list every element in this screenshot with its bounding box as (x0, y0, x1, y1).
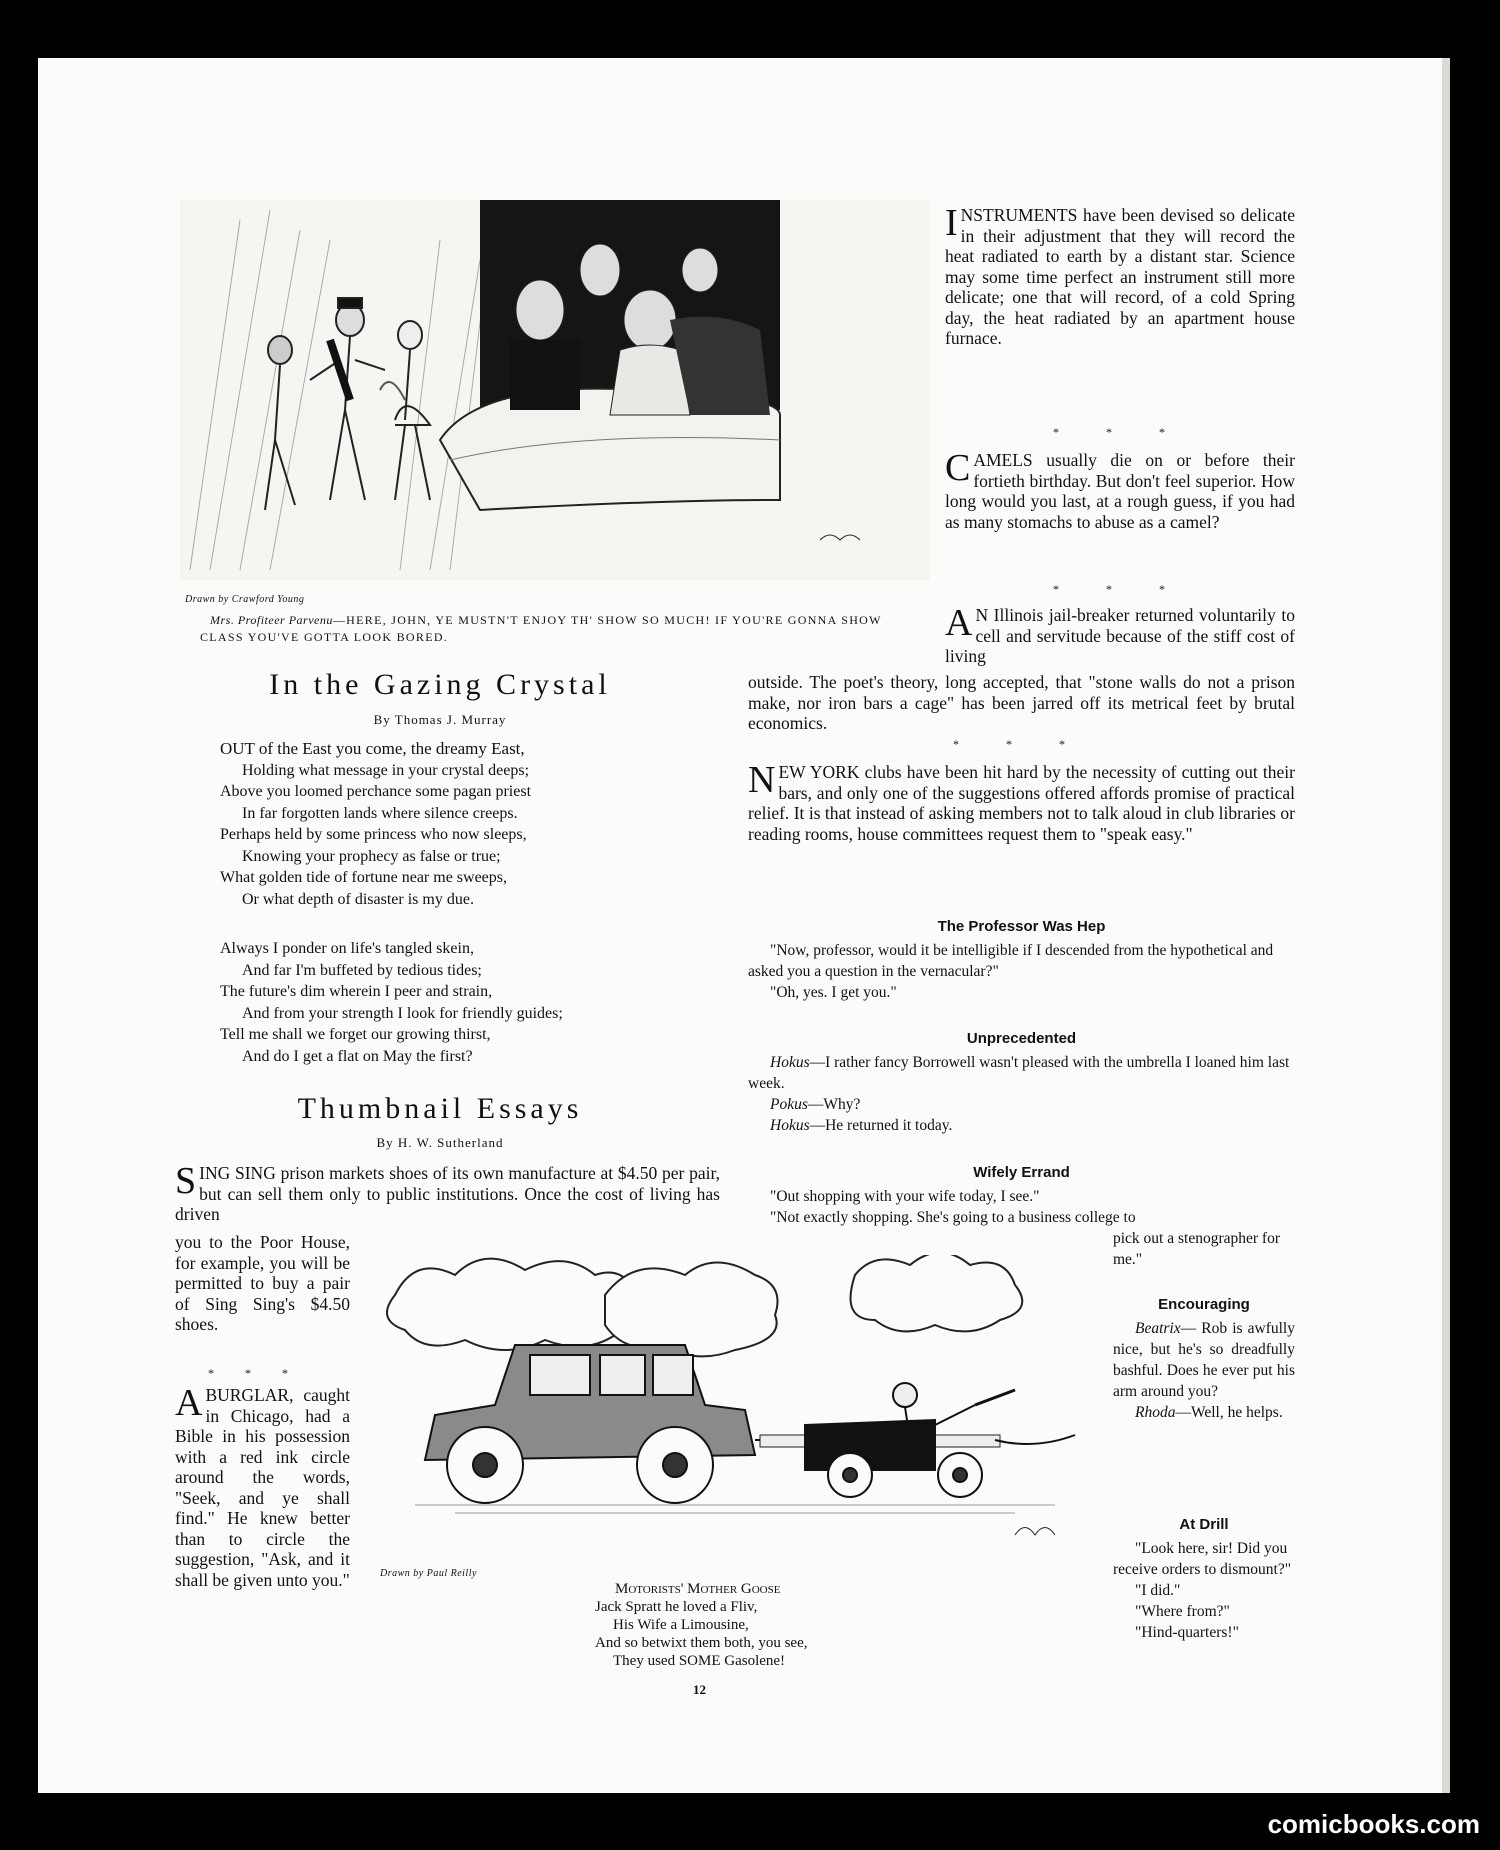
poem-line: Perhaps held by some princess who now sleeps, (220, 826, 527, 843)
poem-line: OUT of the East you come, the dreamy East, (220, 739, 525, 758)
thumbnail-title: Thumbnail Essays (297, 1092, 583, 1125)
drop-cap: A (175, 1382, 203, 1424)
newyork-paragraph: NEW YORK clubs have been hit hard by the necessity of cutting out their bars, and only one of the suggestions offered affords promise of practical relief. It is that instead of asking members not to talk aloud in club libraries or reading rooms, house committees request them to "speak easy." (748, 759, 1295, 844)
poem-title: In the Gazing Crystal (269, 668, 611, 701)
joke-line: Rhoda—Well, he helps. (1135, 1404, 1283, 1421)
drop-cap: A (945, 602, 973, 644)
caption-text: —HERE, JOHN, YE MUSTN'T ENJOY TH' SHOW SO MUCH! IF YOU'RE GONNA SHOW CLASS YOU'VE GOTTA LOOK BORED. (200, 613, 882, 644)
joke-line: "Where from?" (1135, 1603, 1230, 1620)
joke-heading: The Professor Was Hep (937, 918, 1106, 935)
poem-line: The future's dim wherein I peer and strain, (220, 983, 493, 1000)
joke-line: "Look here, sir! Did you receive orders to dismount?" (1113, 1540, 1292, 1578)
poem-line: Above you loomed perchance some pagan priest (220, 783, 532, 800)
singsing-paragraph-narrow: you to the Poor House, for example, you will be permitted to buy a pair of Sing Sing's $4.50 shoes. (175, 1232, 350, 1334)
instruments-paragraph: INSTRUMENTS have been devised so delicate in their adjustment that they will record the heat radiated to earth by a distant star. Science may some time perfect an instrument still more delicate; one that will record, of a cold Spring day, the heat radiated by an apartment house furnace. (945, 202, 1295, 348)
unprecedented-joke (748, 1052, 1295, 1136)
joke-line: "Hind-quarters!" (1135, 1624, 1239, 1641)
verse-line: They used SOME Gasolene! (613, 1653, 786, 1669)
joke-line: Beatrix— Rob is awfully nice, but he's so dreadfully bashful. Does he ever put his arm around you? (1113, 1320, 1295, 1400)
joke-heading: Wifely Errand (973, 1164, 1070, 1181)
drop-cap: C (945, 447, 971, 489)
illinois-paragraph-bottom: outside. The poet's theory, long accepted, that "stone walls do not a prison make, nor iron bars a cage" has been jarred off its metrical feet by brutal economics. (748, 672, 1295, 733)
drill-joke (1113, 1538, 1295, 1643)
section-stars: * * * (953, 737, 1087, 751)
joke-heading: Unprecedented (966, 1030, 1077, 1047)
illinois-paragraph-top: A N Illinois jail-breaker returned voluntarily to cell and servitude because of the stiff cost of living (945, 602, 1295, 666)
professor-joke (748, 940, 1295, 1003)
poem-stanza-2 (220, 938, 720, 1067)
car-illustration-credit: Drawn by Paul Reilly (380, 1568, 477, 1579)
joke-line: "I did." (1135, 1582, 1181, 1599)
poem-line: And do I get a flat on May the first? (242, 1047, 473, 1065)
poem-byline: By Thomas J. Murray (373, 712, 507, 727)
top-illustration-caption (200, 612, 920, 646)
top-illustration-credit: Drawn by Crawford Young (185, 594, 305, 605)
poem-line: And from your strength I look for friendly guides; (242, 1004, 563, 1022)
verse-line: Jack Spratt he loved a Fliv, (595, 1599, 758, 1615)
verse-title: Motorists' Mother Goose (615, 1581, 781, 1597)
poem-line: Tell me shall we forget our growing thirst, (220, 1026, 491, 1043)
poem-line: And far I'm buffeted by tedious tides; (242, 961, 482, 979)
car-illustration (375, 1255, 1095, 1565)
caption-speaker: Mrs. Profiteer Parvenu (210, 613, 333, 627)
joke-line: Pokus—Why? (770, 1096, 861, 1113)
joke-line: Hokus—I rather fancy Borrowell wasn't pleased with the umbrella I loaned him last week. (748, 1054, 1290, 1092)
watermark: comicbooks.com (1267, 1809, 1480, 1839)
burglar-paragraph: ABURGLAR, caught in Chicago, had a Bible in his possession with a red ink circle around the words, "Seek, and ye shall find." He knew better than to circle the suggestion, "Ask, and it shall be given unto you." (175, 1382, 350, 1590)
drop-cap: I (945, 202, 958, 244)
joke-line: "Oh, yes. I get you." (770, 984, 897, 1001)
thumbnail-byline: By H. W. Sutherland (376, 1135, 504, 1150)
theatre-box-illustration (180, 200, 930, 580)
singsing-paragraph: SING SING prison markets shoes of its own manufacture at $4.50 per pair, but can sell them only to public institutions. Once the cost of living has driven (175, 1160, 720, 1224)
section-stars: * * * (1053, 582, 1187, 596)
wifely-joke (748, 1186, 1295, 1228)
drop-cap: S (175, 1160, 197, 1202)
poem-line: Holding what message in your crystal deeps; (242, 761, 530, 779)
wifely-joke-end: pick out a stenographer for me." (1113, 1230, 1280, 1268)
joke-line: "Not exactly shopping. She's going to a business college to (770, 1209, 1136, 1226)
poem-line: Always I ponder on life's tangled skein, (220, 940, 474, 957)
joke-heading: At Drill (1179, 1516, 1229, 1533)
joke-line: Hokus—He returned it today. (770, 1117, 953, 1134)
verse-line: His Wife a Limousine, (613, 1617, 749, 1633)
page-gutter (1442, 58, 1450, 1793)
drop-cap: N (748, 759, 776, 801)
encouraging-joke (1113, 1318, 1295, 1423)
page-number: 12 (693, 1682, 706, 1697)
joke-line: "Now, professor, would it be intelligible if I descended from the hypothetical and asked you a question in the vernacular?" (748, 942, 1274, 980)
poem-line: What golden tide of fortune near me sweeps, (220, 869, 508, 886)
camels-paragraph: CAMELS usually die on or before their fortieth birthday. But don't feel superior. How long would you last, at a rough guess, if you had as many stomachs to abuse as a camel? (945, 447, 1295, 532)
joke-heading: Encouraging (1158, 1296, 1250, 1313)
verse-line: And so betwixt them both, you see, (595, 1635, 808, 1651)
joke-line: "Out shopping with your wife today, I see." (770, 1188, 1040, 1205)
section-stars: * * * (1053, 425, 1187, 439)
poem-stanza-1 (220, 738, 720, 910)
poem-line: In far forgotten lands where silence creeps. (242, 804, 518, 822)
poem-line: Knowing your prophecy as false or true; (242, 847, 501, 865)
mother-goose-verse (595, 1580, 895, 1670)
section-stars: * * * (208, 1366, 302, 1380)
poem-line: Or what depth of disaster is my due. (242, 890, 474, 908)
